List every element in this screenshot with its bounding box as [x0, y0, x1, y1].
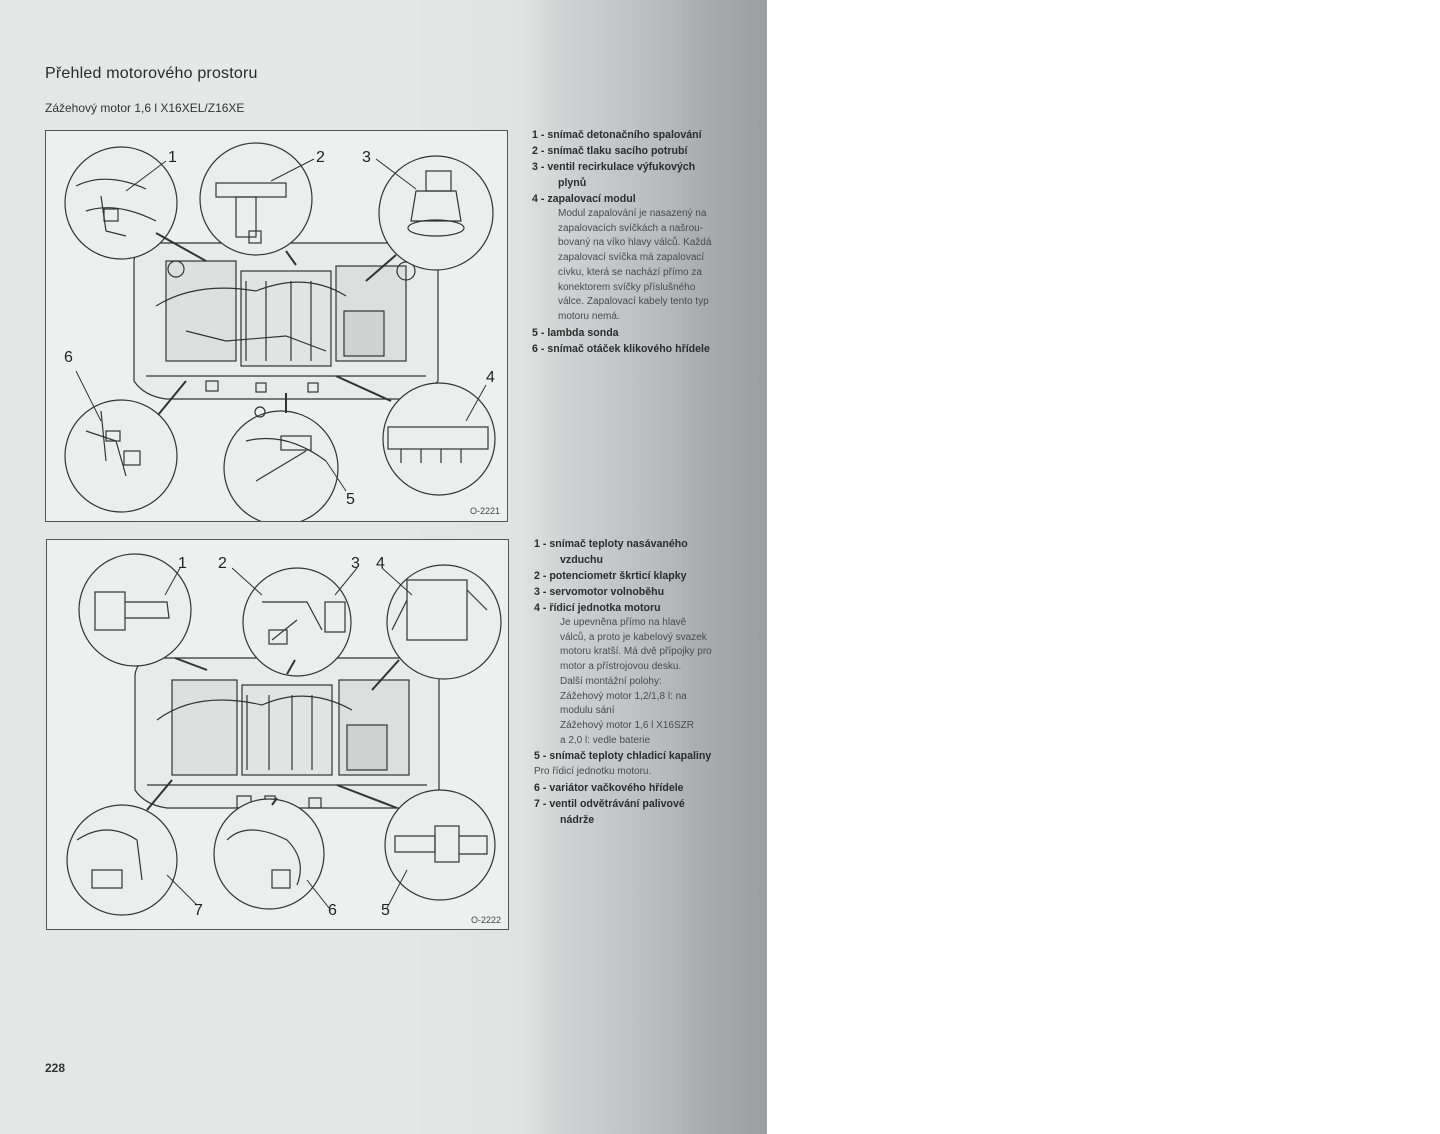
legend-item-2: 2 - snímač tlaku sacího potrubí	[532, 145, 688, 157]
page-title: Přehled motorového prostoru	[45, 65, 258, 82]
callout-5: 5	[346, 491, 355, 508]
engine-diagram-1	[45, 130, 508, 522]
ecu-description: Je upevněna přímo na hlavě válců, a proto je kabelový svazek motoru kratší. Má dvě přípojky pro motor a přístrojovou desku. Další montážní polohy: Zážehový motor 1,2/1,8 l: na modulu sání Zážehový motor 1,6 l X16SZR a 2,0 l: vedle baterie	[560, 617, 712, 746]
legend-item-3: 3 - servomotor volnoběhu	[534, 586, 665, 598]
callout-2: 2	[218, 555, 227, 572]
legend-item-7: 7 - ventil odvětrávání palivové	[534, 798, 685, 811]
callout-4: 4	[486, 369, 495, 386]
legend-item-3-cont: plynů	[558, 177, 587, 189]
figure-code: O-2222	[471, 915, 502, 925]
callout-5: 5	[381, 902, 390, 919]
legend-item-7-cont: nádrže	[560, 814, 595, 827]
coolant-note: Pro řídicí jednotku motoru.	[534, 766, 652, 778]
callout-1: 1	[178, 555, 187, 572]
legend-item-3: 3 - ventil recirkulace výfukových	[532, 161, 696, 173]
legend-item-1: 1 - snímač detonačního spalování	[532, 129, 702, 141]
legend-item-6: 6 - snímač otáček klikového hřídele	[532, 342, 710, 355]
engine-illustration-1	[46, 131, 507, 521]
callout-2: 2	[316, 149, 325, 166]
legend-figure-2	[534, 536, 749, 828]
callout-3: 3	[351, 555, 360, 572]
legend-item-5: 5 - snímač teploty chladicí kapaliny	[534, 750, 712, 763]
callout-7: 7	[194, 902, 203, 919]
ignition-module-description: Modul zapalování je nasazený na zapalovacích svíčkách a našrou- bovaný na víko hlavy válců. Každá zapalovací svíčka má zapalovací cívku, která se nachází přímo za konektorem svíčky příslušného válce. Zapalovací kabely tento typ motoru nemá.	[558, 208, 712, 322]
engine-illustration-2	[47, 540, 508, 929]
callout-6: 6	[328, 902, 337, 919]
engine-diagram-2	[46, 539, 509, 930]
legend-item-5: 5 - lambda sonda	[532, 326, 619, 339]
legend-item-1-cont: vzduchu	[560, 554, 603, 566]
legend-item-4: 4 - řídicí jednotka motoru	[534, 602, 661, 614]
page-number: 228	[45, 1061, 66, 1075]
callout-4: 4	[376, 555, 385, 572]
legend-item-2: 2 - potenciometr škrticí klapky	[534, 570, 687, 582]
legend-item-1: 1 - snímač teploty nasávaného	[534, 538, 688, 550]
legend-item-4: 4 - zapalovací modul	[532, 193, 636, 205]
legend-figure-1	[532, 127, 747, 357]
callout-6: 6	[64, 349, 73, 366]
callout-3: 3	[362, 149, 371, 166]
legend-item-6: 6 - variátor vačkového hřídele	[534, 782, 684, 795]
figure-code: O-2221	[470, 506, 501, 516]
callout-1: 1	[168, 149, 177, 166]
page-subtitle: Zážehový motor 1,6 l X16XEL/Z16XE	[45, 101, 245, 115]
